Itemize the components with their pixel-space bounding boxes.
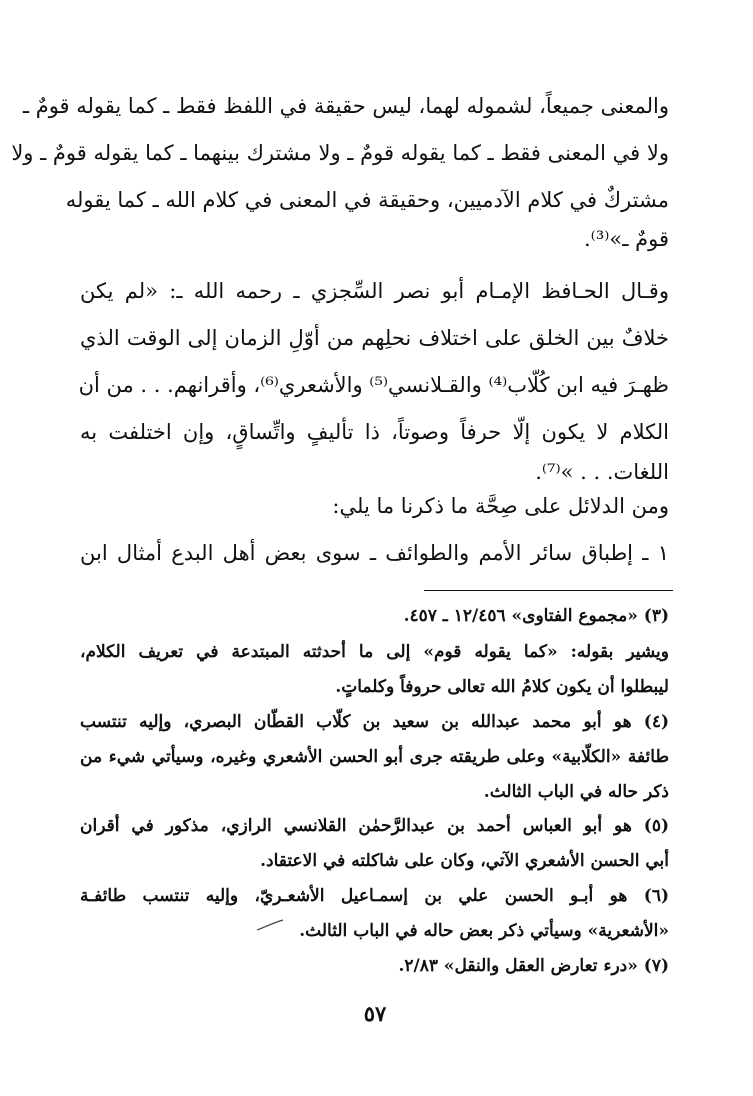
body-line-4: قومٌ ـ»⁽³⁾. (584, 227, 669, 251)
footnote-line-7: (٥) هو أبو العباس أحمد بن عبدالرَّحمٰن القلانسي الرازي، مذكور في أقران (80, 816, 669, 836)
footnote-line-8: أبي الحسن الأشعري الآتي، وكان على شاكلته في الاعتقاد. (260, 851, 669, 871)
footnote-line-4: (٤) هو أبو محمد عبدالله بن سعيد بن كلّاب القطّان البصري، وإليه تنتسب (80, 712, 669, 732)
body-line-11: ١ ـ إطباق سائر الأمم والطوائف ـ سوى بعض أهل البدع أمثال ابن (80, 541, 669, 565)
body-line-6: خلافٌ بين الخلق على اختلاف نحلِهم من أوّلِ الزمان إلى الوقت الذي (80, 326, 669, 350)
pen-mark-icon (255, 918, 285, 932)
footnote-line-6: ذكر حاله في الباب الثالث. (483, 782, 669, 802)
body-line-3: مشتركٌ في كلام الآدميين، وحقيقة في المعنى في كلام الله ـ كما يقوله (65, 188, 669, 212)
footnote-line-2: ويشير بقوله: «كما يقوله قوم» إلى ما أحدثته المبتدعة في تعريف الكلام، (80, 642, 669, 662)
body-line-9: اللغات. . . »⁽⁷⁾. (535, 460, 669, 484)
footnote-separator (424, 590, 673, 591)
footnote-line-3: ليبطلوا أن يكون كلامُ الله تعالى حروفاً وكلماتٍ. (335, 677, 669, 697)
footnote-line-11: (٧) «درء تعارض العقل والنقل» ٢/٨٣. (398, 956, 669, 976)
page-number: ٥٧ (363, 1001, 387, 1026)
body-line-2: ولا في المعنى فقط ـ كما يقوله قومٌ ـ ولا مشترك بينهما ـ كما يقوله قومٌ ـ ولا (11, 141, 669, 165)
footnote-line-1: (٣) «مجموع الفتاوى» ١٢/٤٥٦ ـ ٤٥٧. (403, 606, 669, 626)
footnote-line-10: «الأشعرية» وسيأتي ذكر بعض حاله في الباب الثالث. (299, 921, 669, 941)
body-line-8: الكلام لا يكون إلّا حرفاً وصوتاً، ذا تأليفٍ واتِّساقٍ، وإن اختلفت به (80, 420, 669, 444)
footnote-line-9: (٦) هو أبـو الحسن علي بن إسمـاعيل الأشعـريّ، وإليه تنتسب طائفـة (80, 886, 669, 906)
body-line-1: والمعنى جميعاً، لشموله لهما، ليس حقيقة في اللفظ فقط ـ كما يقوله قومٌ ـ (22, 94, 669, 118)
body-line-5: وقـال الحـافظ الإمـام أبو نصر السِّجزي ـ رحمه الله ـ: «لم يكن (80, 279, 669, 303)
body-line-10: ومن الدلائل على صِحَّة ما ذكرنا ما يلي: (332, 494, 669, 518)
footnote-line-5: طائفة «الكلّابية» وعلى طريقته جرى أبو الحسن الأشعري وغيره، وسيأتي شيء من (80, 747, 669, 767)
body-line-7: ظهـرَ فيه ابن كُلّاب⁽⁴⁾ والقـلانسي⁽⁵⁾ والأشعري⁽⁶⁾، وأقرانهم. . . من أن (78, 373, 669, 397)
